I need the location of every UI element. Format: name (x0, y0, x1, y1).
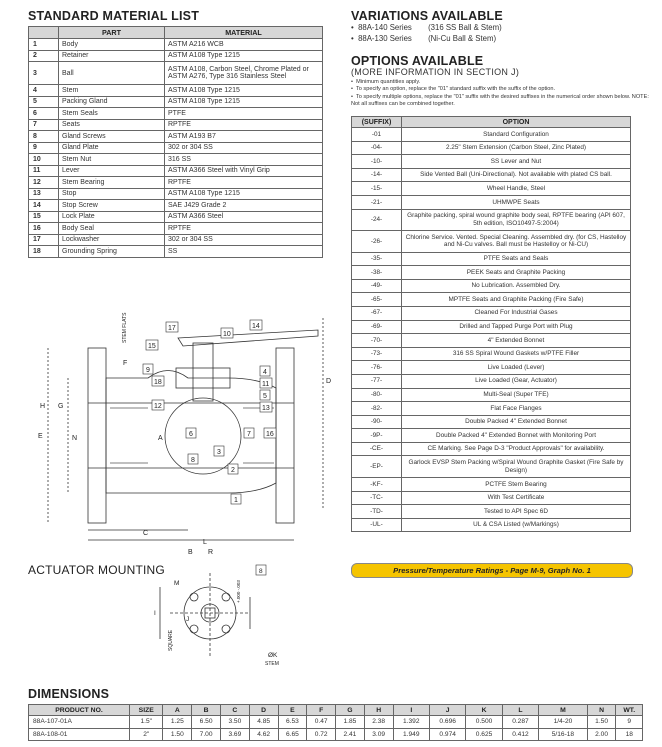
option-description: Live Loaded (Gear, Actuator) (402, 374, 631, 388)
dimension-cell: 2.41 (336, 728, 365, 741)
dimension-header: H (364, 705, 393, 716)
options-title: OPTIONS AVAILABLE (351, 54, 484, 68)
material-cell-material: 302 or 304 SS (165, 234, 323, 246)
material-cell-material: RPTFE (165, 119, 323, 131)
bolt-hole (190, 593, 198, 601)
material-cell-part: Body Seal (59, 223, 165, 235)
dimension-cell: 4.62 (249, 728, 278, 741)
material-cell-part: Gland Screws (59, 131, 165, 143)
option-suffix: -73- (352, 347, 402, 361)
material-cell-part: Gland Plate (59, 142, 165, 154)
material-cell-part: Stop Screw (59, 200, 165, 212)
option-row (352, 279, 631, 293)
material-cell-n: 11 (29, 165, 59, 177)
dimension-cell: 1.5" (129, 716, 162, 729)
dim-h: H (40, 403, 46, 410)
lever (178, 330, 318, 346)
dimension-cell: 18 (616, 728, 643, 741)
option-header: OPTION (402, 117, 631, 128)
options-subtitle: (MORE INFORMATION IN SECTION J) (351, 67, 520, 77)
part-header: PART (59, 27, 165, 39)
material-cell-n: 1 (29, 39, 59, 51)
bolt-hole (222, 593, 230, 601)
option-suffix: -UL- (352, 518, 402, 532)
option-row (352, 361, 631, 375)
option-suffix: -CE- (352, 442, 402, 456)
valve-cross-section-drawing (28, 308, 338, 558)
material-cell-n: 16 (29, 223, 59, 235)
option-row (352, 320, 631, 334)
option-description: PCTFE Stem Bearing (402, 477, 631, 491)
dimension-cell: 2" (129, 728, 162, 741)
option-row (352, 195, 631, 209)
option-row (352, 429, 631, 443)
material-cell-material: RPTFE (165, 177, 323, 189)
dimension-cell: 3.09 (364, 728, 393, 741)
dimension-cell: 1.50 (587, 716, 616, 729)
option-suffix: -TC- (352, 491, 402, 505)
note-item: • To specify an option, replace the "01" standard suffix with the suffix of the option. (351, 86, 556, 93)
dimension-cell: 88A-108-01 (29, 728, 130, 741)
option-description: 316 SS Spiral Wound Gaskets w/PTFE Filler (402, 347, 631, 361)
option-suffix: -76- (352, 361, 402, 375)
option-description: Double Packed 4" Extended Bonnet with Monitoring Port (402, 429, 631, 443)
dimension-header: L (502, 705, 538, 716)
option-suffix: -24- (352, 209, 402, 231)
material-cell-material: ASTM A108, Carbon Steel, Chrome Plated or ASTM A276, Type 316 Stainless Steel (165, 62, 323, 85)
material-cell-part: Packing Gland (59, 96, 165, 108)
bolt-hole (190, 625, 198, 633)
material-row (29, 165, 323, 177)
option-description: With Test Certificate (402, 491, 631, 505)
callout-13: 13 (262, 405, 270, 412)
right-flange (276, 348, 294, 523)
material-cell-n: 7 (29, 119, 59, 131)
material-row (29, 246, 323, 258)
dimension-header: M (539, 705, 588, 716)
callout-15: 15 (148, 343, 156, 350)
dimension-cell: 3.69 (220, 728, 249, 741)
option-description: Side Vented Ball (Uni-Directional). Not available with plated CS ball. (402, 168, 631, 182)
square-label: SQUARE (168, 629, 174, 651)
options-table-body (352, 128, 631, 532)
option-row (352, 402, 631, 416)
pressure-temperature-banner: Pressure/Temperature Ratings - Page M-9, Graph No. 1 (351, 563, 633, 578)
dimension-cell: 0.412 (502, 728, 538, 741)
callout-10: 10 (223, 331, 231, 338)
option-row (352, 182, 631, 196)
material-cell-n: 15 (29, 211, 59, 223)
material-table (28, 26, 323, 258)
option-description: Graphite packing, spiral wound graphite body seal, RPTFE bearing (API 607, 5th edition, ISO10497-5:2004) (402, 209, 631, 231)
dimension-cell: 6.65 (278, 728, 307, 741)
option-suffix: -15- (352, 182, 402, 196)
option-suffix: -80- (352, 388, 402, 402)
material-cell-material: ASTM A193 B7 (165, 131, 323, 143)
option-suffix: -70- (352, 334, 402, 348)
option-description: MPTFE Seats and Graphite Packing (Fire Safe) (402, 293, 631, 307)
dimension-cell: 0.72 (307, 728, 336, 741)
material-cell-part: Stem Bearing (59, 177, 165, 189)
dimension-cell: 6.53 (278, 716, 307, 729)
note-item: • Minimum quantities apply. (351, 79, 421, 85)
ball (165, 398, 241, 474)
dimension-cell: 0.287 (502, 716, 538, 729)
material-row (29, 142, 323, 154)
dimensions-table (28, 704, 643, 741)
material-table-corner (29, 27, 59, 39)
dimension-header: N (587, 705, 616, 716)
dim-e: E (38, 433, 43, 440)
variation-item: • 88A-130 Series (Ni-Cu Ball & Stem) (351, 33, 497, 43)
material-row (29, 108, 323, 120)
option-suffix: -69- (352, 320, 402, 334)
dimension-header: WT. (616, 705, 643, 716)
option-row (352, 415, 631, 429)
option-suffix: -KF- (352, 477, 402, 491)
option-description: Multi-Seal (Super TFE) (402, 388, 631, 402)
material-cell-n: 12 (29, 177, 59, 189)
material-cell-part: Retainer (59, 50, 165, 62)
material-cell-material: ASTM A108 Type 1215 (165, 50, 323, 62)
option-row (352, 128, 631, 142)
option-description: Chlorine Service. Vented. Special Cleaning. Assembled dry. (for CS, Hastelloy and Ni-Cu valves. Ball must be Hastelloy or Ni-CU) (402, 231, 631, 253)
material-row (29, 39, 323, 51)
option-description: Live Loaded (Lever) (402, 361, 631, 375)
dimension-header: K (466, 705, 502, 716)
material-row (29, 234, 323, 246)
material-cell-material: ASTM A108 Type 1215 (165, 96, 323, 108)
option-row (352, 266, 631, 280)
dim-r: R (208, 549, 214, 556)
option-description: PTFE Seats and Seals (402, 252, 631, 266)
dimension-cell: 1.949 (393, 728, 429, 741)
option-suffix: -35- (352, 252, 402, 266)
dimension-cell: 9 (616, 716, 643, 729)
material-cell-part: Lockwasher (59, 234, 165, 246)
option-row (352, 505, 631, 519)
option-row (352, 168, 631, 182)
material-cell-n: 18 (29, 246, 59, 258)
option-description: Cleaned For Industrial Gases (402, 306, 631, 320)
dimension-cell: 6.50 (192, 716, 221, 729)
option-row (352, 347, 631, 361)
actuator-callout-8: 8 (259, 568, 263, 575)
option-description: 4" Extended Bonnet (402, 334, 631, 348)
bolt-hole (222, 625, 230, 633)
material-row (29, 211, 323, 223)
dimension-cell: 88A-107-01A (29, 716, 130, 729)
material-cell-part: Grounding Spring (59, 246, 165, 258)
dimension-header: A (163, 705, 192, 716)
option-suffix: -01 (352, 128, 402, 142)
material-row (29, 188, 323, 200)
dim-n: N (72, 435, 78, 442)
material-cell-part: Stem Seals (59, 108, 165, 120)
dimension-cell: 1/4-20 (539, 716, 588, 729)
material-cell-part: Stop (59, 188, 165, 200)
callout-16: 16 (266, 431, 274, 438)
option-row (352, 231, 631, 253)
dimension-header: E (278, 705, 307, 716)
material-cell-part: Lever (59, 165, 165, 177)
material-header: MATERIAL (165, 27, 323, 39)
option-row (352, 442, 631, 456)
callout-6: 6 (189, 431, 193, 438)
option-row (352, 388, 631, 402)
material-cell-part: Stem (59, 85, 165, 97)
option-row (352, 252, 631, 266)
dimensions-title: DIMENSIONS (28, 687, 110, 701)
option-description: UL & CSA Listed (w/Markings) (402, 518, 631, 532)
option-suffix: -TD- (352, 505, 402, 519)
material-cell-material: RPTFE (165, 223, 323, 235)
material-cell-n: 3 (29, 62, 59, 85)
option-description: No Lubrication. Assembled Dry. (402, 279, 631, 293)
dimension-cell: 0.500 (466, 716, 502, 729)
material-row (29, 131, 323, 143)
material-row (29, 96, 323, 108)
dim-g: G (58, 403, 64, 410)
option-suffix: -10- (352, 155, 402, 169)
dimension-cell: 0.625 (466, 728, 502, 741)
option-suffix: -04- (352, 141, 402, 155)
dim-c: C (143, 530, 149, 537)
dimension-header: D (249, 705, 278, 716)
callout-8: 8 (191, 457, 195, 464)
option-suffix: -49- (352, 279, 402, 293)
material-list-title: STANDARD MATERIAL LIST (28, 9, 200, 23)
material-row (29, 154, 323, 166)
option-row (352, 209, 631, 231)
callout-18: 18 (154, 379, 162, 386)
callout-9: 9 (146, 367, 150, 374)
option-suffix: -82- (352, 402, 402, 416)
suffix-header: (SUFFIX) (352, 117, 402, 128)
variations-list (351, 23, 502, 44)
callout-17: 17 (168, 325, 176, 332)
material-cell-part: Seats (59, 119, 165, 131)
dim-a: A (158, 435, 163, 442)
dimension-header: PRODUCT NO. (29, 705, 130, 716)
options-table (351, 116, 631, 532)
material-cell-n: 14 (29, 200, 59, 212)
note-item: • To specify multiple options, replace the "01" suffix with the desired suffixes in the numerical order shown below. NOTE: Not all suffixes can be combined together. (351, 93, 649, 107)
variation-item: • 88A-140 Series (316 SS Ball & Stem) (351, 23, 502, 32)
option-description: 2.25" Stem Extension (Carbon Steel, Zinc Plated) (402, 141, 631, 155)
dimension-header: C (220, 705, 249, 716)
stem (193, 343, 213, 401)
dimension-row (29, 716, 643, 729)
material-row (29, 177, 323, 189)
option-description: UHMWPE Seats (402, 195, 631, 209)
material-cell-n: 5 (29, 96, 59, 108)
dim-d: D (326, 378, 332, 385)
callout-3: 3 (217, 449, 221, 456)
callout-12: 12 (154, 403, 162, 410)
option-description: Garlock EVSP Stem Packing w/Spiral Wound Graphite Gasket (Fire Safe by Design) (402, 456, 631, 478)
option-row (352, 491, 631, 505)
dimension-cell: 0.974 (429, 728, 465, 741)
option-description: CE Marking. See Page D-3 "Product Approvals" for availability. (402, 442, 631, 456)
callout-7: 7 (247, 431, 251, 438)
material-cell-n: 8 (29, 131, 59, 143)
dimension-cell: 1.50 (163, 728, 192, 741)
option-row (352, 518, 631, 532)
material-cell-material: ASTM A366 Steel with Vinyl Grip (165, 165, 323, 177)
option-row (352, 334, 631, 348)
material-row (29, 62, 323, 85)
material-row (29, 200, 323, 212)
callout-2: 2 (231, 467, 235, 474)
material-cell-part: Body (59, 39, 165, 51)
material-cell-n: 6 (29, 108, 59, 120)
material-cell-n: 10 (29, 154, 59, 166)
material-cell-material: 316 SS (165, 154, 323, 166)
option-suffix: -21- (352, 195, 402, 209)
dimension-header: F (307, 705, 336, 716)
dimension-header: G (336, 705, 365, 716)
dim-f: F (123, 360, 128, 367)
dimensions-header-row (29, 705, 643, 716)
dimension-cell: 1.25 (163, 716, 192, 729)
dim-k: ØK (268, 652, 278, 659)
material-cell-part: Ball (59, 62, 165, 85)
material-table-body (29, 39, 323, 258)
option-row (352, 374, 631, 388)
material-cell-material: ASTM A366 Steel (165, 211, 323, 223)
actuator-mounting-drawing (150, 563, 290, 683)
stem-label: STEM (265, 661, 279, 667)
callout-14: 14 (252, 323, 260, 330)
option-suffix: -90- (352, 415, 402, 429)
left-flange (88, 348, 106, 523)
dimension-cell: 2.00 (587, 728, 616, 741)
callout-5: 5 (263, 393, 267, 400)
material-row (29, 85, 323, 97)
option-suffix: -65- (352, 293, 402, 307)
dimension-header: B (192, 705, 221, 716)
option-description: Drilled and Tapped Purge Port with Plug (402, 320, 631, 334)
dim-j: J (186, 616, 190, 623)
option-description: SS Lever and Nut (402, 155, 631, 169)
material-cell-material: SS (165, 246, 323, 258)
options-notes (351, 79, 651, 108)
material-cell-material: ASTM A108 Type 1215 (165, 188, 323, 200)
material-cell-part: Stem Nut (59, 154, 165, 166)
dim-m: M (174, 580, 180, 587)
stem-flats-label: STEM FLATS (122, 312, 128, 343)
callout-11: 11 (262, 381, 270, 388)
callout-1: 1 (234, 497, 238, 504)
material-cell-n: 9 (29, 142, 59, 154)
dimension-cell: 1.392 (393, 716, 429, 729)
dim-l: L (203, 539, 207, 546)
material-cell-material: ASTM A108 Type 1215 (165, 85, 323, 97)
option-suffix: -EP- (352, 456, 402, 478)
dimension-cell: 2.38 (364, 716, 393, 729)
material-row (29, 223, 323, 235)
dimension-header: SIZE (129, 705, 162, 716)
dimension-cell: 5/16-18 (539, 728, 588, 741)
option-description: Tested to API Spec 6D (402, 505, 631, 519)
dimension-header: J (429, 705, 465, 716)
option-suffix: -77- (352, 374, 402, 388)
option-row (352, 141, 631, 155)
dimension-cell: 7.00 (192, 728, 221, 741)
material-cell-material: 302 or 304 SS (165, 142, 323, 154)
option-row (352, 456, 631, 478)
option-description: Wheel Handle, Steel (402, 182, 631, 196)
tolerance-label: +.000 -.003 (236, 580, 241, 603)
material-row (29, 119, 323, 131)
material-cell-material: SAE J429 Grade 2 (165, 200, 323, 212)
dimension-cell: 3.50 (220, 716, 249, 729)
material-cell-material: ASTM A216 WCB (165, 39, 323, 51)
material-row (29, 50, 323, 62)
option-suffix: -67- (352, 306, 402, 320)
material-cell-n: 17 (29, 234, 59, 246)
dim-b: B (188, 549, 193, 556)
material-cell-n: 2 (29, 50, 59, 62)
material-cell-part: Lock Plate (59, 211, 165, 223)
option-description: Standard Configuration (402, 128, 631, 142)
option-description: PEEK Seats and Graphite Packing (402, 266, 631, 280)
option-suffix: -14- (352, 168, 402, 182)
option-suffix: -26- (352, 231, 402, 253)
dimension-cell: 0.696 (429, 716, 465, 729)
option-row (352, 306, 631, 320)
option-suffix: -9P- (352, 429, 402, 443)
actuator-title: ACTUATOR MOUNTING (28, 563, 165, 577)
variations-title: VARIATIONS AVAILABLE (351, 9, 503, 23)
option-row (352, 293, 631, 307)
callout-4: 4 (263, 369, 267, 376)
option-description: Flat Face Flanges (402, 402, 631, 416)
dim-i: I (154, 610, 156, 617)
dimension-cell: 4.85 (249, 716, 278, 729)
dimension-header: I (393, 705, 429, 716)
dimension-cell: 1.85 (336, 716, 365, 729)
dimensions-table-body (29, 716, 643, 741)
option-row (352, 155, 631, 169)
option-suffix: -38- (352, 266, 402, 280)
dimension-cell: 0.47 (307, 716, 336, 729)
material-cell-n: 13 (29, 188, 59, 200)
option-row (352, 477, 631, 491)
material-cell-material: PTFE (165, 108, 323, 120)
option-description: Double Packed 4" Extended Bonnet (402, 415, 631, 429)
dimension-row (29, 728, 643, 741)
material-cell-n: 4 (29, 85, 59, 97)
